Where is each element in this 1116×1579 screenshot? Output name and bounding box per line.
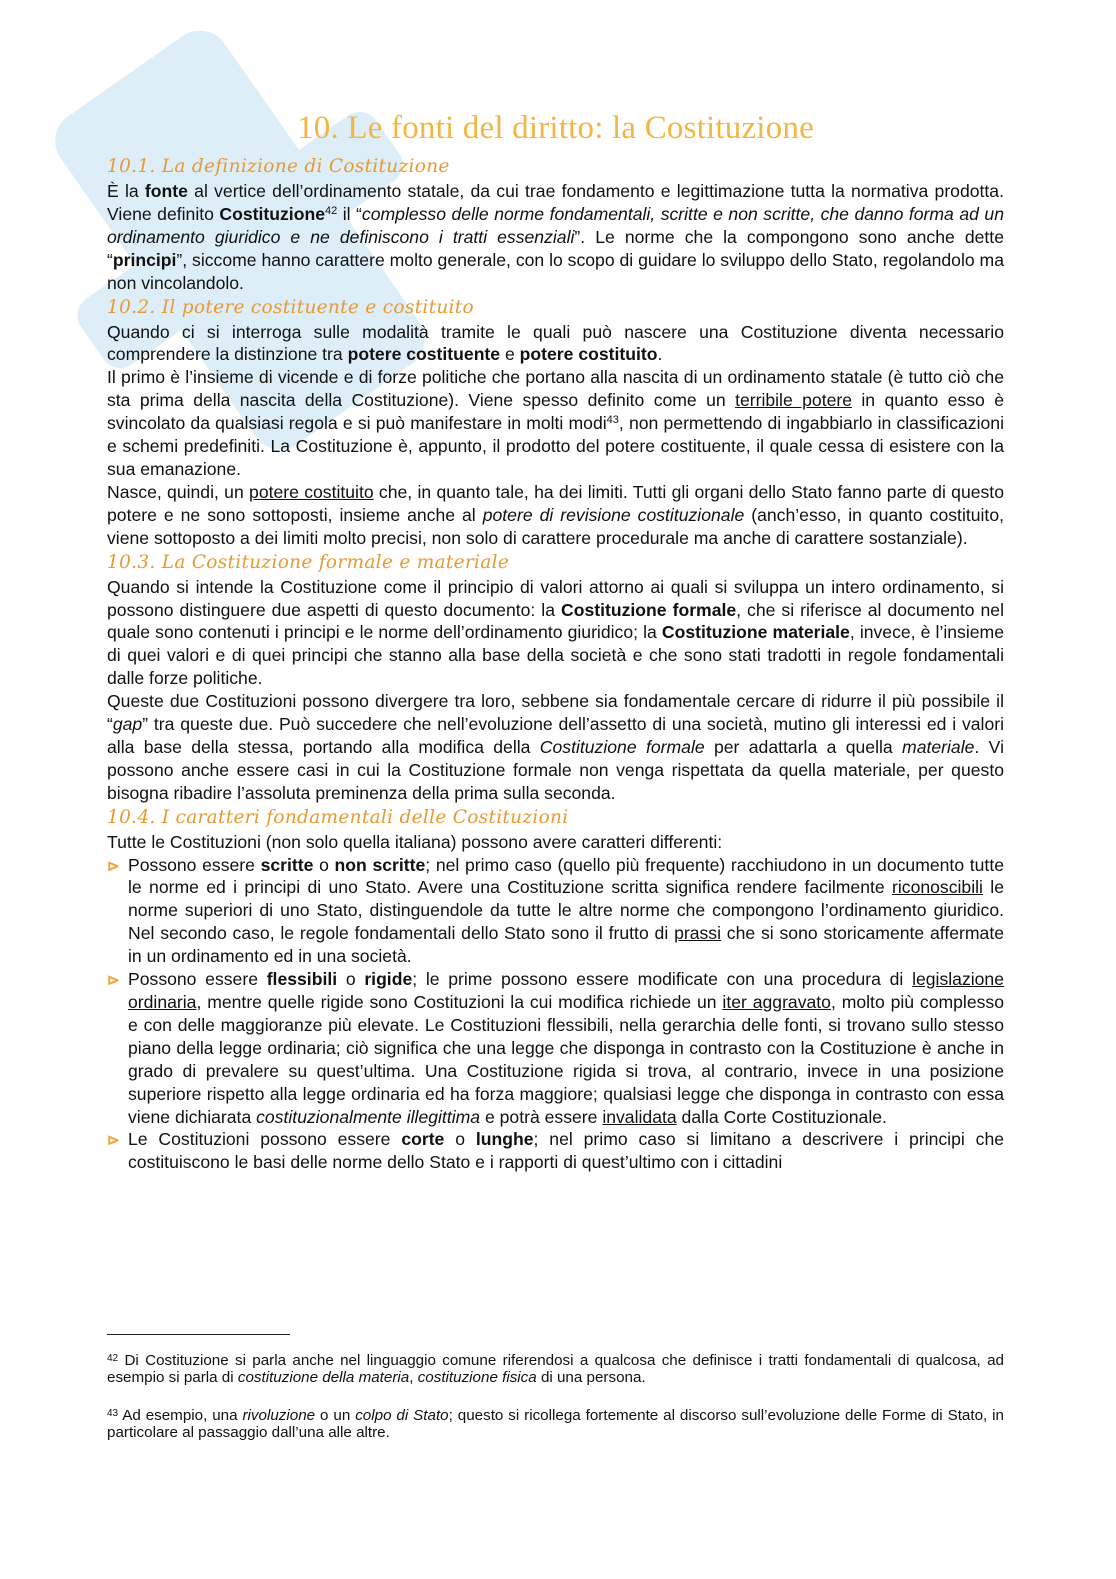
paragraph: È la fonte al vertice dell’ordinamento statale, da cui trae fondamento e legittimazione tutta la normativa prodotta. Viene definito Costituzione$^{42}$ il “complesso delle norme fondamentali, scritte e non scritte, che danno forma ad un ordinamento giuridico e ne definiscono i tratti essenziali”. Le norme che la compongono sono anche dette “principi”, siccome hanno carattere molto generale, con lo scopo di guidare lo sviluppo dello Stato, regolandolo ma non vincolandolo. <box>107 181 1004 293</box>
list-item: ⊳ Possono essere scritte o non scritte; nel primo caso (quello più frequente) racchiudono in un documento tutte le norme ed i principi di uno Stato. Avere una Costituzione scritta significa rendere facilmente riconoscibili le norme superiori di uno Stato, distinguendole da tutte le altre norme che compongono l’ordinamento giuridico. Nel secondo caso, le regole fondamentali dello Stato sono il frutto di prassi che si sono storicamente affermate in un ordinamento ed in una società. <box>107 854 1004 967</box>
section-heading-10-4: 10.4. I caratteri fondamentali delle Costituzioni <box>107 806 569 828</box>
paragraph: Queste due Costituzioni possono divergere tra loro, sebbene sia fondamentale cercare di ridurre il più possibile il “gap” tra queste due. Può succedere che nell’evoluzione dell’assetto di una società, mutino gli interessi ed i valori alla base della stessa, portando alla modifica della Costituzione formale per adattarla a quella materiale. Vi possono anche essere casi in cui la Costituzione formale non venga rispettata da quella materiale, per questo bisogna ribadire l’assoluta preminenza della prima sulla seconda. <box>107 691 1004 803</box>
footnote-ref-43[interactable]: 43 <box>606 414 619 427</box>
section-heading-10-2: 10.2. Il potere costituente e costituito <box>107 296 474 318</box>
list-item: ⊳ Possono essere flessibili o rigide; le prime possono essere modificate con una procedura di legislazione ordinaria, mentre quelle rigide sono Costituzioni la cui modifica richiede un iter aggravato, molto più complesso e con delle maggioranze più elevate. Le Costituzioni flessibili, nella gerarchia delle fonti, si trovano sullo stesso piano della legge ordinaria; ciò significa che una legge che disponga in contrasto con la Costituzione è anche in grado di prevalere su quest’ultima. Una Costituzione rigida si trova, al contrario, invece in una posizione superiore rispetto alla legge ordinaria ed ha forza maggiore; qualsiasi legge che disponga in contrasto con essa viene dichiarata costituzionalmente illegittima e potrà essere invalidata dalla Corte Costituzionale. <box>107 969 1005 1127</box>
footnotes <box>107 1352 1004 1441</box>
document-page <box>107 108 1004 1174</box>
footnote-43: $^{43}$ Ad esempio, una rivoluzione o un colpo di Stato; questo si ricollega fortemente al discorso sull’evoluzione delle Forme di Stato, in particolare al passaggio dall’una alle altre. <box>107 1406 1004 1441</box>
bullet-list <box>107 854 1004 1175</box>
arrow-bullet-icon: ⊳ <box>107 1132 120 1150</box>
footnote-divider <box>107 1334 290 1335</box>
paragraph: Tutte le Costituzioni (non solo quella italiana) possono avere caratteri differenti: <box>107 831 723 852</box>
section-heading-10-1: 10.1. La definizione di Costituzione <box>107 156 450 177</box>
arrow-bullet-icon: ⊳ <box>107 972 120 990</box>
arrow-bullet-icon: ⊳ <box>107 857 120 875</box>
footnote-42: $^{42}$ Di Costituzione si parla anche nel linguaggio comune riferendosi a qualcosa che definisce i tratti fondamentali di qualcosa, ad esempio si parla di costituzione della materia, costituzione fisica di una persona. <box>107 1352 1004 1387</box>
paragraph: Nasce, quindi, un potere costituito che, in quanto tale, ha dei limiti. Tutti gli organi dello Stato fanno parte di questo potere e ne sono sottoposti, insieme anche al potere di revisione costituzionale (anch’esso, in quanto costituito, viene sottoposto a dei limiti molto precisi, non solo di carattere procedurale ma anche di carattere sostanziale). <box>107 481 1004 548</box>
section-heading-10-3: 10.3. La Costituzione formale e materiale <box>107 551 510 573</box>
paragraph: Quando ci si interroga sulle modalità tramite le quali può nascere una Costituzione diventa necessario comprendere la distinzione tra potere costituente e potere costituito. <box>107 321 1004 365</box>
page-title: 10. Le fonti del diritto: la Costituzione <box>297 110 814 146</box>
list-item: ⊳ Le Costituzioni possono essere corte o lunghe; nel primo caso si limitano a descrivere i principi che costituiscono le basi delle norme dello Stato e i rapporti di quest’ultimo con i cittadini <box>107 1129 1005 1173</box>
footnote-ref-42[interactable]: 42 <box>324 204 338 217</box>
paragraph: Il primo è l’insieme di vicende e di forze politiche che portano alla nascita di un ordinamento statale (è tutto ciò che sta prima della nascita della Costituzione). Viene spesso definito come un terribile potere in quanto esso è svincolato da qualsiasi regola e si può manifestare in molti modi$^{43}$, non permettendo di ingabbiarlo in classificazioni e schemi predefiniti. La Costituzione è, appunto, il prodotto del potere costituente, il quale cessa di esistere con la sua emanazione. <box>107 367 1004 479</box>
paragraph: Quando si intende la Costituzione come il principio di valori attorno ai quali si sviluppa un intero ordinamento, si possono distinguere due aspetti di questo documento: la Costituzione formale, che si riferisce al documento nel quale sono contenuti i principi e le norme dell’ordinamento giuridico; la Costituzione materiale, invece, è l’insieme di quei valori e di quei principi che stanno alla base della società e che sono stati tradotti in regole fondamentali dalle forze politiche. <box>107 576 1004 689</box>
